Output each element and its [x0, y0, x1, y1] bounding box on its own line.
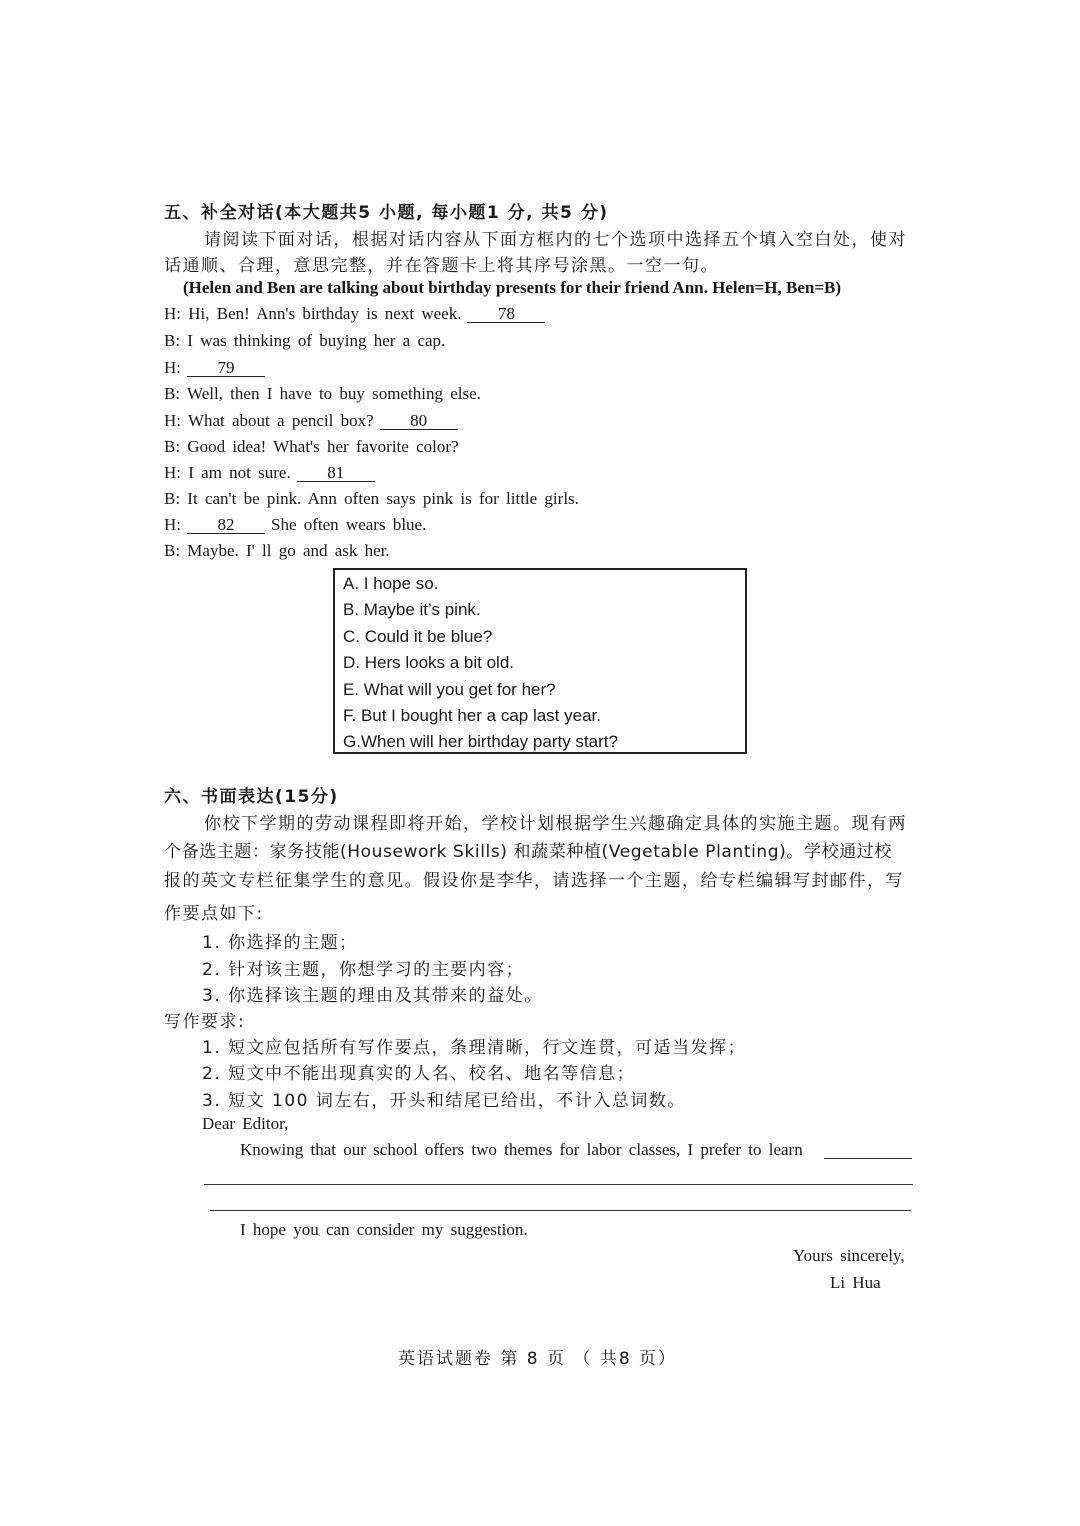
dialogue-line [164, 304, 545, 324]
page-footer: 英语试题卷 第 8 页 （ 共8 页） [398, 1349, 678, 1369]
answer-blank[interactable]: 79 [187, 359, 265, 377]
letter-opening: Knowing that our school offers two themes for labor classes, I prefer to learn [240, 1140, 803, 1159]
dialogue-line [164, 331, 445, 351]
requirement-3: 3. 短文 100 词左右，开头和结尾已给出，不计入总词数。 [202, 1091, 686, 1111]
opening-blank [824, 1158, 912, 1159]
option-a: A. I hope so. [343, 574, 439, 593]
letter-signature: Li Hua [830, 1273, 881, 1292]
dialogue-context: (Helen and Ben are talking about birthday presents for their friend Ann. Helen=H, Ben=B) [183, 278, 842, 297]
section6-prompt-line3: 报的英文专栏征集学生的意见。假设你是李华，请选择一个主题，给专栏编辑写封邮件，写 [164, 871, 904, 891]
letter-signoff: Yours sincerely, [793, 1246, 905, 1265]
dialogue-text: B: Well, then I have to buy something else. [164, 384, 481, 403]
writing-point-3: 3. 你选择该主题的理由及其带来的益处。 [202, 986, 543, 1006]
section5-title: 五、补全对话(本大题共5 小题, 每小题1 分, 共5 分) [164, 203, 609, 223]
section6-prompt-line4: 作要点如下: [164, 904, 264, 924]
writing-line-1 [204, 1184, 913, 1185]
option-e: E. What will you get for her? [343, 680, 556, 699]
dialogue-text: H: Hi, Ben! Ann's birthday is next week. [164, 304, 462, 323]
option-b: B. Maybe it’s pink. [343, 600, 481, 619]
options-box [333, 568, 747, 754]
section5-instruction-line1: 请阅读下面对话，根据对话内容从下面方框内的七个选项中选择五个填入空白处，使对 [204, 230, 907, 250]
dialogue-text: H: [164, 515, 181, 534]
dialogue-line [164, 515, 426, 535]
option-c: C. Could it be blue? [343, 627, 493, 646]
dialogue-text-after: She often wears blue. [271, 515, 427, 534]
dialogue-text: B: Maybe. I' ll go and ask her. [164, 541, 390, 560]
letter-closing-line: I hope you can consider my suggestion. [240, 1220, 528, 1239]
dialogue-text: B: Good idea! What's her favorite color? [164, 437, 459, 456]
option-d: D. Hers looks a bit old. [343, 653, 515, 672]
dialogue-text: H: I am not sure. [164, 463, 291, 482]
option-g: G.When will her birthday party start? [343, 732, 618, 751]
answer-blank[interactable]: 78 [467, 305, 545, 323]
section6-prompt-line2: 个备选主题：家务技能(Housework Skills) 和蔬菜种植(Vegetable Planting)。学校通过校 [164, 842, 893, 862]
answer-blank[interactable]: 81 [297, 464, 375, 482]
dialogue-line [164, 489, 579, 509]
answer-blank[interactable]: 80 [380, 412, 458, 430]
dialogue-text: B: It can't be pink. Ann often says pink is for little girls. [164, 489, 579, 508]
section6-prompt-line1: 你校下学期的劳动课程即将开始，学校计划根据学生兴趣确定具体的实施主题。现有两 [204, 814, 907, 834]
requirement-1: 1. 短文应包括所有写作要点，条理清晰，行文连贯，可适当发挥； [202, 1038, 747, 1058]
option-f: F. But I bought her a cap last year. [343, 706, 601, 725]
dialogue-line [164, 384, 481, 404]
answer-blank[interactable]: 82 [187, 516, 265, 534]
dialogue-text: H: [164, 358, 181, 377]
dialogue-line [164, 358, 265, 378]
dialogue-line [164, 541, 390, 561]
section5-instruction-line2: 话通顺、合理，意思完整，并在答题卡上将其序号涂黑。一空一句。 [164, 256, 719, 276]
dialogue-text: B: I was thinking of buying her a cap. [164, 331, 446, 350]
requirements-title: 写作要求: [164, 1012, 246, 1032]
dialogue-text: H: What about a pencil box? [164, 411, 374, 430]
dialogue-line [164, 437, 459, 457]
letter-salutation: Dear Editor, [202, 1114, 289, 1133]
section6-title: 六、书面表达(15分) [164, 787, 339, 807]
dialogue-line [164, 411, 458, 431]
writing-line-2 [210, 1210, 911, 1211]
dialogue-line [164, 463, 375, 483]
writing-point-2: 2. 针对该主题，你想学习的主要内容； [202, 960, 525, 980]
writing-point-1: 1. 你选择的主题； [202, 933, 358, 953]
requirement-2: 2. 短文中不能出现真实的人名、校名、地名等信息； [202, 1064, 636, 1084]
